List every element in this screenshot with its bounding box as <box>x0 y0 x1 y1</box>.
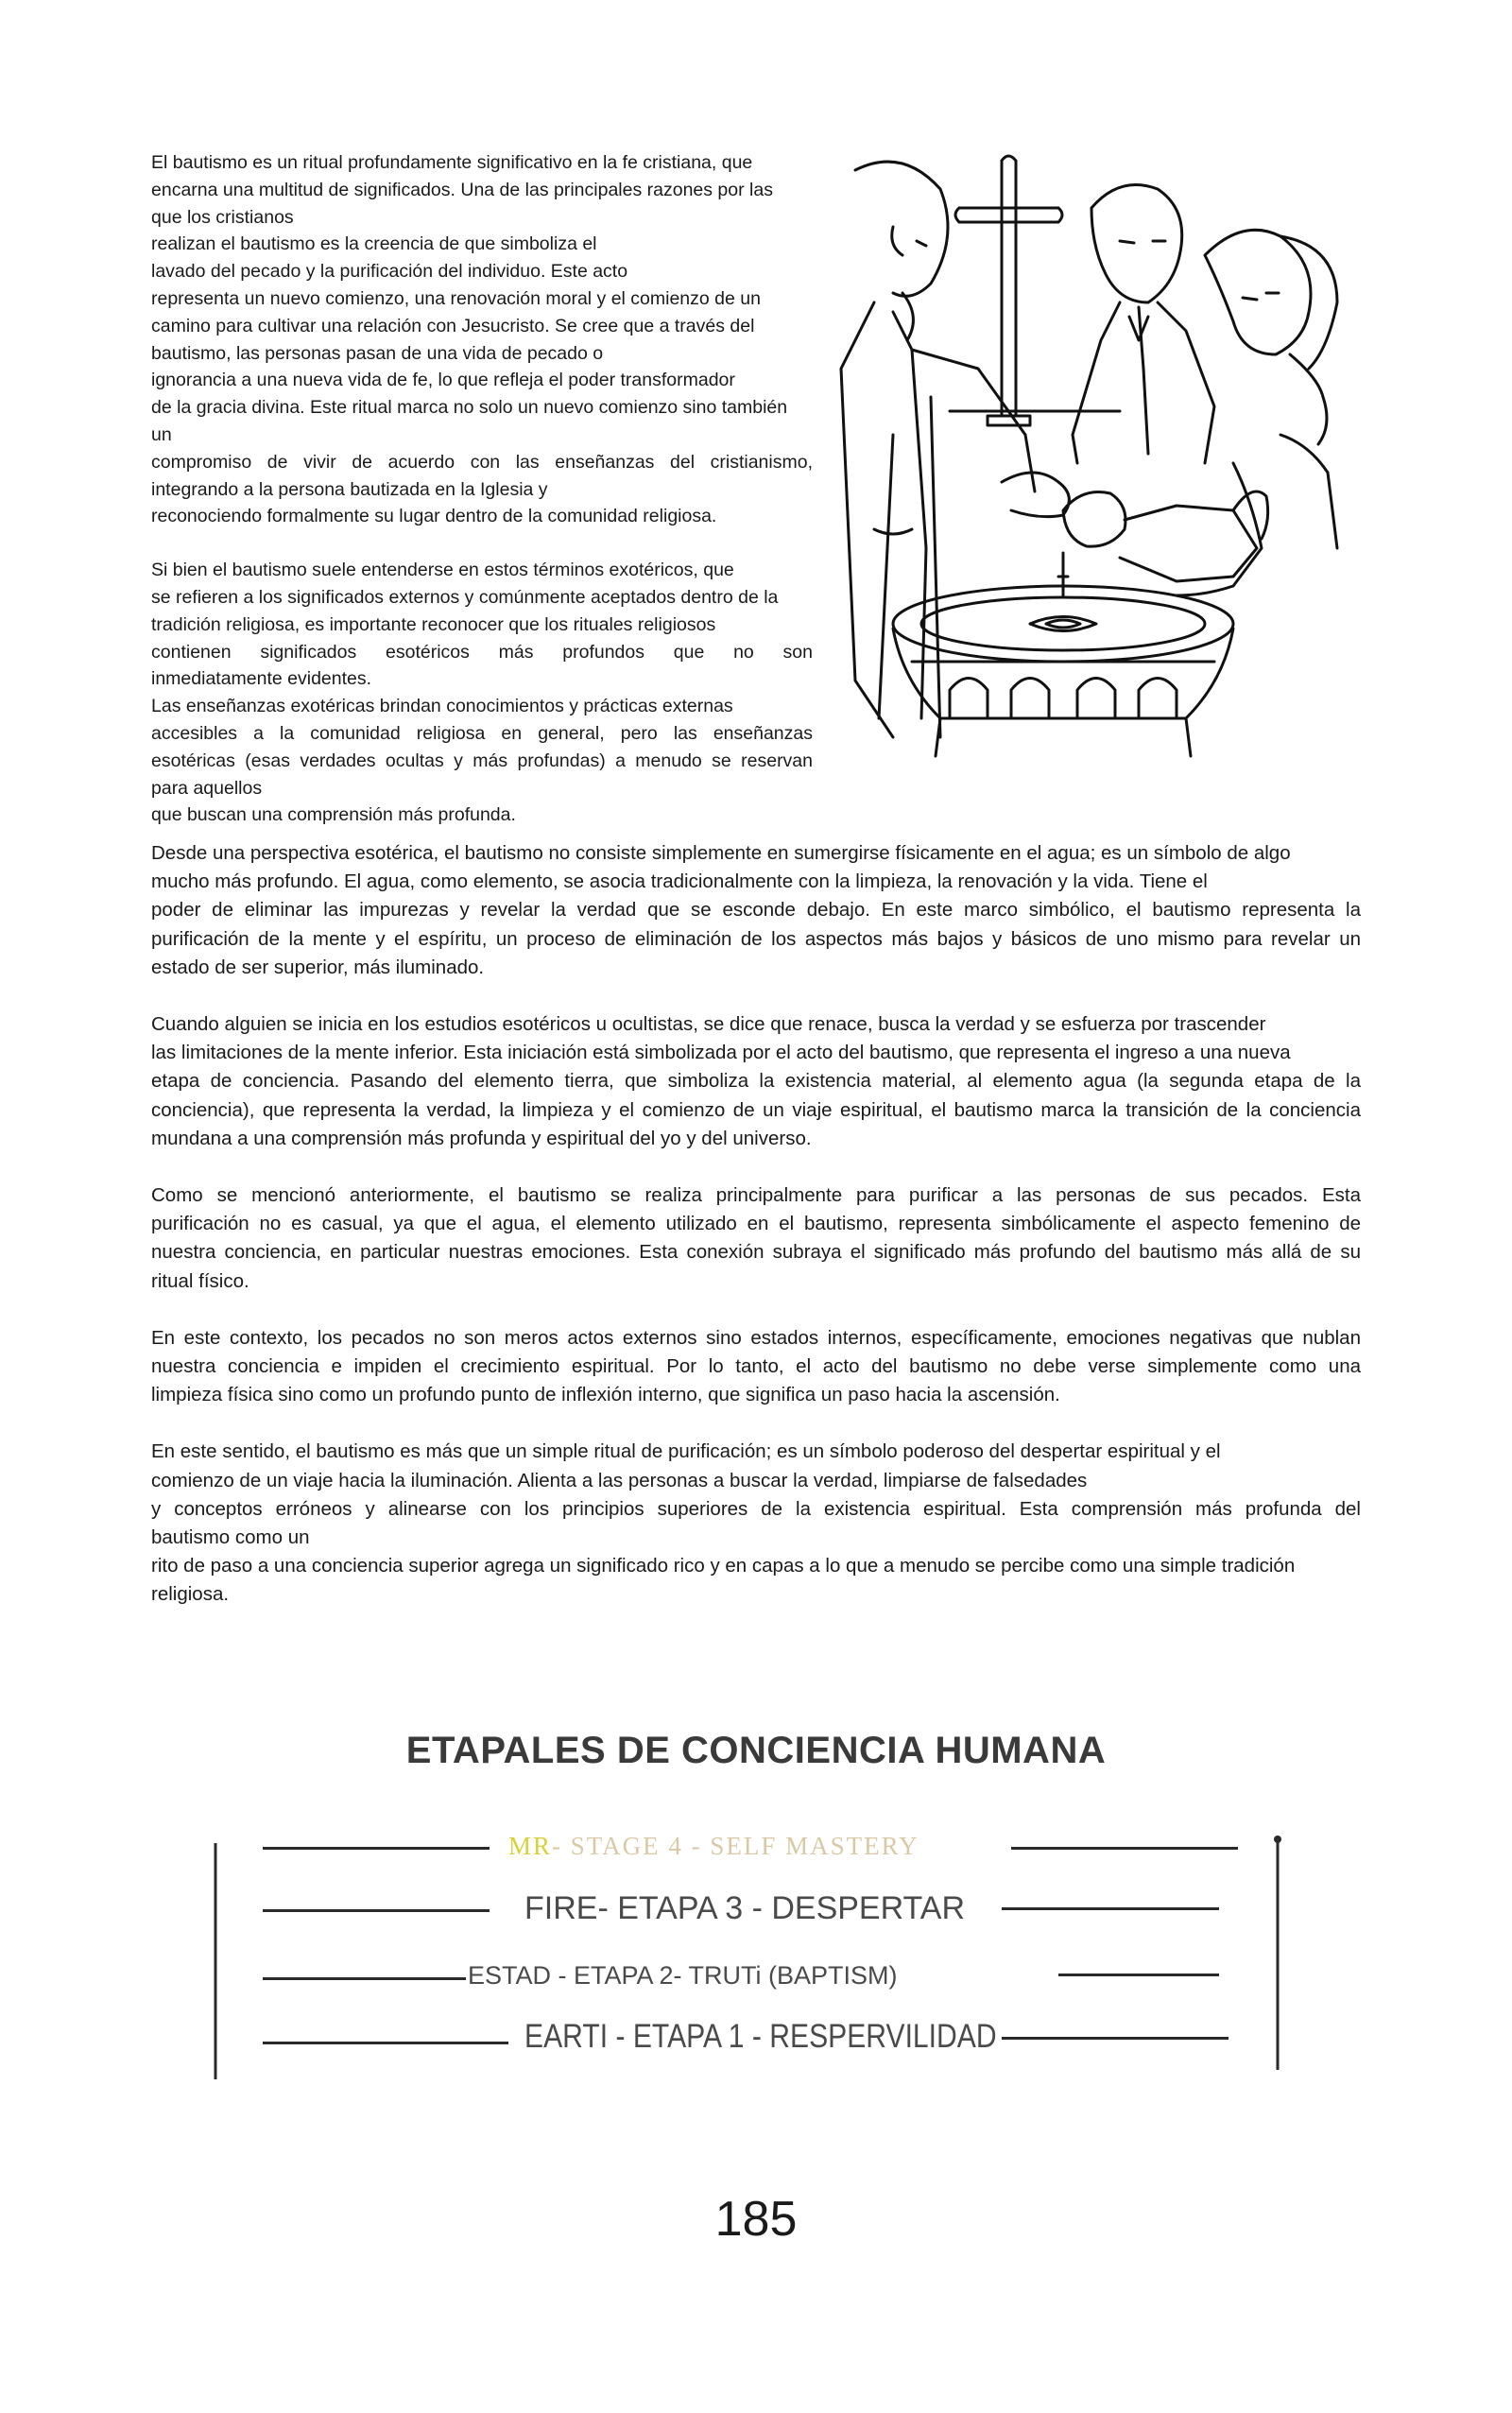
stage-1-rule-left <box>263 2042 508 2044</box>
mother-figure <box>1177 230 1337 595</box>
text-line: encarna una multitud de significados. Una de las principales razones por las <box>151 179 773 200</box>
text-line: comienzo de un viaje hacia la iluminación. Alienta a las personas a buscar la verdad, limpiarse de falsedades <box>151 1469 1088 1491</box>
text-line: de la gracia divina. Este ritual marca no solo un nuevo comienzo sino también <box>151 397 788 419</box>
text-line: Cuando alguien se inicia en los estudios esotéricos u ocultistas, se dice que renace, busca la verdad y se esfuerza por trascender <box>151 1013 1266 1036</box>
stage-4-prefix: MR <box>508 1832 553 1860</box>
text-line: las limitaciones de la mente inferior. Esta iniciación está simbolizada por el acto del bautismo, que representa el ingreso a una nueva <box>151 1042 1291 1064</box>
text-line: lavado del pecado y la purificación del individuo. Este acto <box>151 261 628 283</box>
stages-title: ETAPALES DE CONCIENCIA HUMANA <box>405 1730 1107 1771</box>
consciousness-stages <box>180 1730 1332 2127</box>
baby-figure <box>1063 491 1268 581</box>
intro-paragraph-1 <box>151 149 813 530</box>
text-line: conciencia), que representa la verdad, la limpieza y el comienzo de un viaje espiritual, el bautismo marca la transición de la conciencia <box>151 1098 1361 1121</box>
text-line: Como se mencionó anteriormente, el bautismo se realiza principalmente para purificar a las personas de sus pecados. Esta <box>151 1184 1361 1207</box>
text-line: esotéricas (esas verdades ocultas y más profundas) a menudo se reservan <box>151 750 813 771</box>
intro-text <box>151 149 813 855</box>
stage-1-label: EARTI - ETAPA 1 - RESPERVILIDAD <box>524 2018 997 2055</box>
stage-2-rule-left <box>263 1977 466 1980</box>
text-line: reconociendo formalmente su lugar dentro de la comunidad religiosa. <box>151 506 717 527</box>
stage-4-label <box>508 1832 919 1861</box>
text-line: inmediatamente evidentes. <box>151 668 372 690</box>
text-line: contienen significados esotéricos más profundos que no son <box>151 641 813 663</box>
text-line: purificación no es casual, ya que el agua, el elemento utilizado en el bautismo, representa simbólicamente el aspecto femenino de <box>151 1213 1361 1235</box>
text-line: realizan el bautismo es la creencia de que simboliza el <box>151 233 597 255</box>
cross-icon <box>955 156 1062 425</box>
body-paragraph-5 <box>151 1438 1361 1609</box>
body-paragraph-1 <box>151 839 1361 982</box>
text-line: compromiso de vivir de acuerdo con las enseñanzas del cristianismo, <box>151 451 813 473</box>
text-line: nuestra conciencia e impiden el crecimiento espiritual. Por lo tanto, el acto del bautismo no debe verse simplemente como una <box>151 1355 1361 1378</box>
text-line: rito de paso a una conciencia superior agrega un significado rico y en capas a lo que a menudo se percibe como una simple tradición <box>151 1555 1296 1577</box>
text-line: ignorancia a una nueva vida de fe, lo que refleja el poder transformador <box>151 370 735 391</box>
text-line: En este sentido, el bautismo es más que un simple ritual de purificación; es un símbolo poderoso del despertar espiritual y el <box>151 1440 1221 1463</box>
body-paragraph-4 <box>151 1324 1361 1410</box>
text-line: estado de ser superior, más iluminado. <box>151 956 485 978</box>
stage-3-rule-right <box>1002 1907 1219 1910</box>
text-line: mucho más profundo. El agua, como elemento, se asocia tradicionalmente con la limpieza, la renovación y la vida. Tiene el <box>151 870 1208 893</box>
text-line: bautismo, las personas pasan de una vida de pecado o <box>151 342 604 364</box>
body-paragraph-2 <box>151 1010 1361 1153</box>
text-line: purificación de la mente y el espíritu, un proceso de eliminación de los aspectos más bajos y básicos de uno mismo para revelar un <box>151 927 1361 950</box>
text-line: integrando a la persona bautizada en la Iglesia y <box>151 478 548 500</box>
text-line: Desde una perspectiva esotérica, el bautismo no consiste simplemente en sumergirse físicamente en el agua; es un símbolo de algo <box>151 842 1291 864</box>
stage-4-rule-right <box>1011 1847 1238 1850</box>
text-line: poder de eliminar las impurezas y revelar la verdad que se esconde debajo. En este marco simbólico, el bautismo representa la <box>151 899 1361 922</box>
text-line: se refieren a los significados externos y comúnmente aceptados dentro de la <box>151 586 779 608</box>
father-figure <box>1073 185 1214 464</box>
stage-4-rule-left <box>263 1847 490 1850</box>
stage-2-label: ESTAD - ETAPA 2- TRUTi (BAPTISM) <box>468 1961 898 1990</box>
page-number: 185 <box>714 2192 798 2247</box>
text-line: representa un nuevo comienzo, una renovación moral y el comienzo de un <box>151 287 761 309</box>
text-line: que los cristianos <box>151 206 294 228</box>
text-line: ritual físico. <box>151 1269 249 1292</box>
text-line: para aquellos <box>151 777 263 799</box>
text-line: tradición religiosa, es importante reconocer que los rituales religiosos <box>151 613 716 635</box>
baptismal-font <box>893 553 1233 756</box>
stage-2-rule-right <box>1058 1973 1219 1976</box>
stage-3-rule-left <box>263 1909 490 1912</box>
text-line: que buscan una comprensión más profunda. <box>151 804 516 826</box>
text-line: camino para cultivar una relación con Jesucristo. Se cree que a través del <box>151 315 755 336</box>
text-line: limpieza física sino como un profundo punto de inflexión interno, que significa un paso hacia la ascensión. <box>151 1384 1060 1406</box>
text-line: Las enseñanzas exotéricas brindan conocimientos y prácticas externas <box>151 696 733 717</box>
stage-4-text: - STAGE 4 - SELF MASTERY <box>552 1832 919 1860</box>
text-line: y conceptos erróneos y alinearse con los principios superiores de la existencia espiritual. Esta comprensión más profunda del <box>151 1497 1361 1520</box>
body-text <box>151 839 1361 1638</box>
text-line: un <box>151 423 172 445</box>
baptism-scene-icon <box>836 151 1342 794</box>
stage-1-rule-right <box>1002 2037 1228 2040</box>
text-line: etapa de conciencia. Pasando del elemento tierra, que simboliza la existencia material, al elemento agua (la segunda etapa de la <box>151 1070 1361 1093</box>
text-line: En este contexto, los pecados no son meros actos externos sino estados internos, específicamente, emociones negativas que nublan <box>151 1326 1361 1349</box>
text-line: accesibles a la comunidad religiosa en general, pero las enseñanzas <box>151 722 813 744</box>
text-line: Si bien el bautismo suele entenderse en estos términos exotéricos, que <box>151 560 734 581</box>
text-line: El bautismo es un ritual profundamente significativo en la fe cristiana, que <box>151 152 753 173</box>
text-line: mundana a una comprensión más profunda y espiritual del yo y del universo. <box>151 1127 812 1149</box>
intro-paragraph-2 <box>151 557 813 829</box>
stage-3-label: FIRE- ETAPA 3 - DESPERTAR <box>524 1890 966 1926</box>
text-line: bautismo como un <box>151 1526 310 1549</box>
text-line: nuestra conciencia, en particular nuestras emociones. Esta conexión subraya el significado más profundo del bautismo más allá de su <box>151 1241 1361 1264</box>
text-line: religiosa. <box>151 1583 230 1606</box>
body-paragraph-3 <box>151 1181 1361 1296</box>
